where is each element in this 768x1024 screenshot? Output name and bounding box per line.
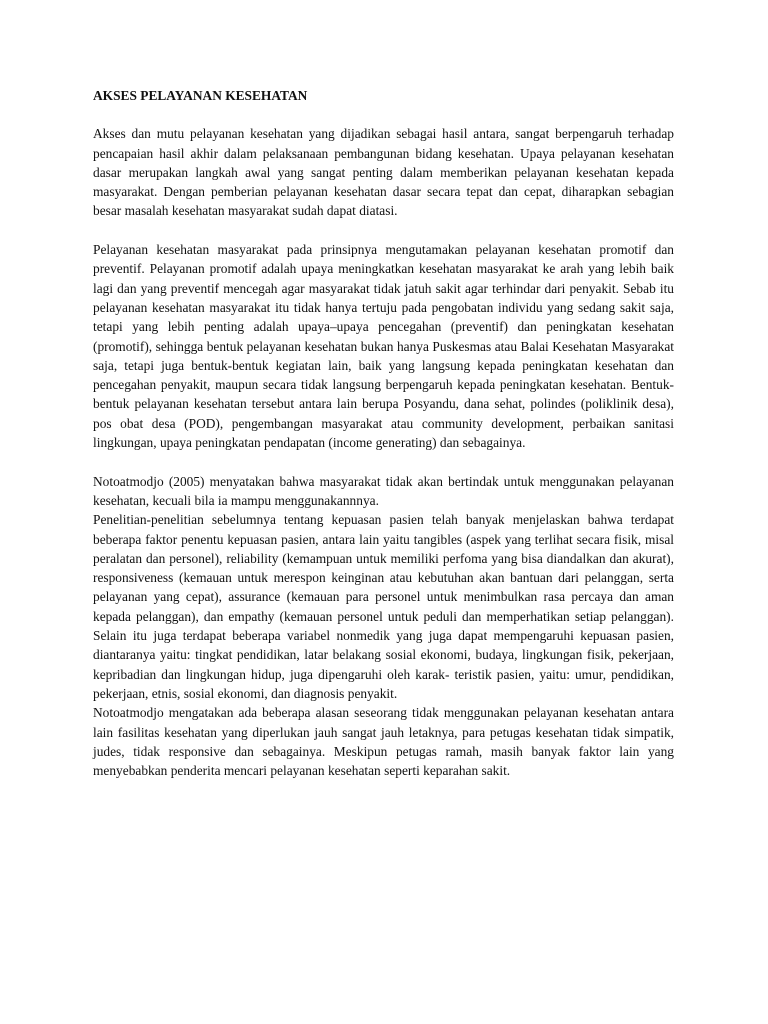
document-title: AKSES PELAYANAN KESEHATAN (93, 88, 308, 103)
paragraph-notoatmodjo-2005: Notoatmodjo (2005) menyatakan bahwa masyarakat tidak akan bertindak untuk menggunakan pelayanan kesehatan, kecuali bila ia mampu menggunakannnya. (93, 473, 674, 508)
paragraph-akses-mutu: Akses dan mutu pelayanan kesehatan yang dijadikan sebagai hasil antara, sangat berpengaruh terhadap pencapaian hasil akhir dalam pelaksanaan pembangunan bidang kesehatan. Upaya pelayanan kesehatan dasar merupakan langkah awal yang sangat penting dalam memberikan pelayanan kesehatan kepada masyarakat. Dengan pemberian pelayanan kesehatan dasar secara tepat dan cepat, diharapkan sebagian besar masalah kesehatan masyarakat sudah dapat diatasi. (93, 126, 674, 219)
paragraph-kepuasan-pasien: Penelitian-penelitian sebelumnya tentang kepuasan pasien telah banyak menjelaskan bahwa terdapat beberapa faktor penentu kepuasan pasien, antara lain yaitu tangibles (aspek yang terlihat secara fisik, misal peralatan dan personel), reliability (kemampuan untuk memiliki perfoma yang bisa diandalkan dan akurat), responsiveness (kemauan untuk merespon keinginan atau kebutuhan akan bantuan dari pelanggan, serta pelayanan yang cepat), assurance (kemauan para personel untuk menimbulkan rasa percaya dan aman kepada pelanggan), dan empathy (kemauan personel untuk peduli dan memperhatikan setiap pelanggan). Selain itu juga terdapat beberapa variabel nonmedik yang juga dapat mempengaruhi kepuasan pasien, diantaranya yaitu: tingkat pendidikan, latar belakang sosial ekonomi, budaya, lingkungan fisik, pekerjaan, kepribadian dan lingkungan hidup, juga dipengaruhi oleh karak- teristik pasien, yaitu: umur, pendidikan, pekerjaan, etnis, sosial ekonomi, dan diagnosis penyakit. (93, 512, 674, 701)
paragraph-alasan-tidak-menggunakan: Notoatmodjo mengatakan ada beberapa alasan seseorang tidak menggunakan pelayanan kesehatan antara lain fasilitas kesehatan yang diperlukan jauh sangat jauh letaknya, para petugas kesehatan tidak simpatik, judes, tidak responsive dan sebagainya. Meskipun petugas ramah, masih banyak faktor lain yang menyebabkan penderita mencari pelayanan kesehatan seperti keparahan sakit. (93, 705, 674, 779)
document-page (93, 86, 674, 780)
paragraph-pelayanan-masyarakat: Pelayanan kesehatan masyarakat pada prinsipnya mengutamakan pelayanan kesehatan promotif dan preventif. Pelayanan promotif adalah upaya meningkatkan kesehatan masyarakat ke arah yang lebih baik lagi dan yang preventif mencegah agar masyarakat tidak jatuh sakit agar terhindar dari penyakit. Sebab itu pelayanan kesehatan masyarakat itu tidak hanya tertuju pada pengobatan individu yang sedang sakit saja, tetapi yang lebih penting adalah upaya–upaya pencegahan (preventif) dan peningkatan kesehatan (promotif), sehingga bentuk pelayanan kesehatan bukan hanya Puskesmas atau Balai Kesehatan Masyarakat saja, tetapi juga bentuk-bentuk kegiatan lain, baik yang langsung kepada peningkatan kesehatan dan pencegahan penyakit, maupun secara tidak langsung berpengaruh kepada peningkatan kesehatan. Bentuk-bentuk pelayanan kesehatan tersebut antara lain berupa Posyandu, dana sehat, polindes (poliklinik desa), pos obat desa (POD), pengembangan masyarakat atau community development, perbaikan sanitasi lingkungan, upaya peningkatan pendapatan (income generating) dan sebagainya. (93, 242, 674, 451)
